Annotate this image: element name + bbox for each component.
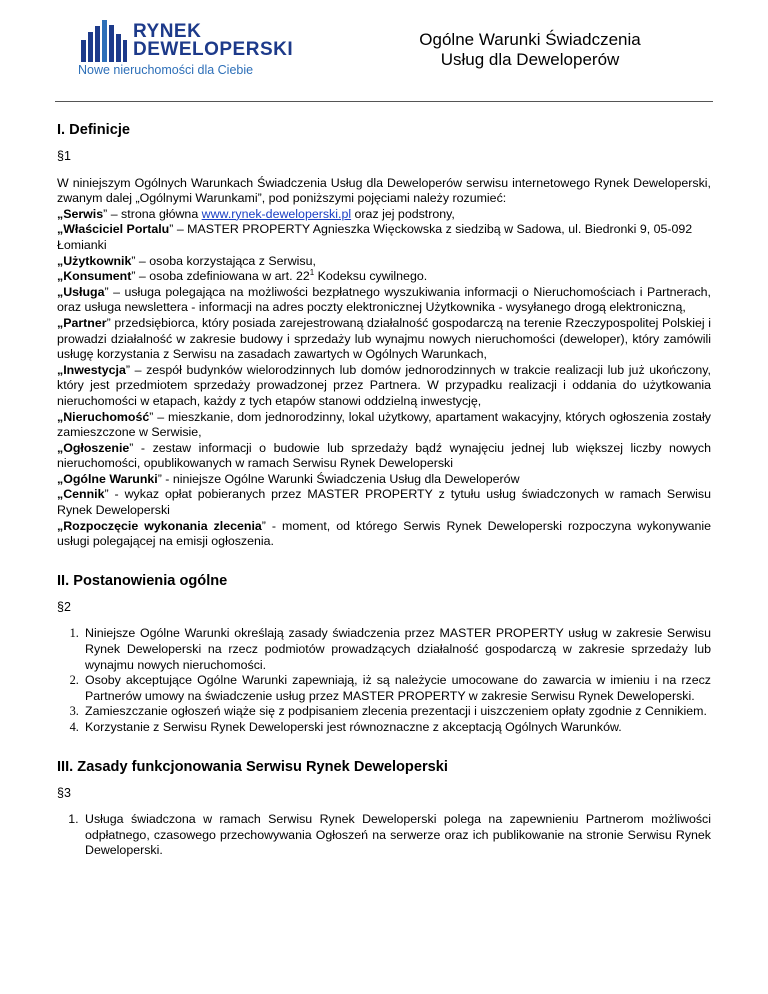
list-item: 2. Osoby akceptujące Ogólne Warunki zapewniają, iż są należycie umocowane do zawarcia w imieniu i na rzecz Partnerów umowy na świadczenie usług przez MASTER PROPERTY w zakresie Serwisu Rynek Deweloperski. (82, 673, 711, 704)
paragraph-number: §1 (57, 149, 71, 163)
definition-item: „Ogólne Warunki” - niniejsze Ogólne Warunki Świadczenia Usług dla Deweloperów (57, 471, 520, 486)
list-item: 4. Korzystanie z Serwisu Rynek Deweloperski jest równoznaczne z akceptacją Ogólnych Warunków. (82, 720, 711, 736)
definition-item: „Rozpoczęcie wykonania zlecenia” - moment, od którego Serwis Rynek Deweloperski rozpoczyna wykonywanie usługi polegającej na emisji ogłoszenia. (57, 518, 711, 549)
logo-tagline: Nowe nieruchomości dla Ciebie (78, 63, 254, 77)
definition-item: „Cennik” - wykaz opłat pobieranych przez MASTER PROPERTY z tytułu usług świadczonych w ramach Serwisu Rynek Deweloperski (57, 487, 711, 518)
definition-item: „Inwestycja” – zespół budynków wielorodzinnych lub domów jednorodzinnych w trakcie realizacji lub już ukończony, który jest przedmiotem sprzedaży prowadzonej przez Partnera. W przypadku realizacji i oddania do użytkowania nieruchomości w etapach, każdy z tych etapów stanowi oddzielną inwestycję, (57, 362, 711, 408)
definitions-intro: W niniejszym Ogólnych Warunkach Świadczenia Usług dla Deweloperów serwisu internetowego Rynek Deweloperski, zwanym dalej „Ogólnymi Warunkami”, pod poniższymi pojęciami należy rozumieć: (57, 175, 711, 206)
section-heading-definitions: I. Definicje (57, 122, 130, 138)
paragraph-number: §3 (57, 785, 71, 800)
definition-item: „Serwis” – strona główna www.rynek-deweloperski.pl oraz jej podstrony, (57, 206, 455, 221)
definition-item: „Ogłoszenie” - zestaw informacji o budowie lub sprzedaży bądź wynajęciu jednej lub większej liczby nowych nieruchomości, opublikowanych w ramach Serwisu Rynek Deweloperski (57, 440, 711, 471)
website-link[interactable]: www.rynek-deweloperski.pl (201, 206, 352, 221)
service-rules-list (57, 812, 711, 859)
header-divider (55, 101, 713, 102)
logo-line1: RYNEK (133, 21, 202, 42)
general-provisions-list (57, 626, 711, 735)
building-bars-icon (78, 20, 130, 62)
logo-line2: DEWELOPERSKI (133, 39, 294, 60)
list-item: 1. Usługa świadczona w ramach Serwisu Rynek Deweloperski polega na zapewnieniu Partnerom możliwości odpłatnego, czasowego przechowywania Ogłoszeń na serwerze oraz ich publikowanie na stronie Serwisu Rynek Deweloperski. (82, 812, 711, 859)
list-item: 1. Niniejsze Ogólne Warunki określają zasady świadczenia przez MASTER PROPERTY usług w zakresie Serwisu Rynek Deweloperski na rzecz podmiotów prowadzących działalność gospodarczą w zakresie sprzedaży lub wynajmu nowych nieruchomości. (82, 626, 711, 673)
definition-item: „Nieruchomość” – mieszkanie, dom jednorodzinny, lokal użytkowy, apartament wakacyjny, których ogłoszenia zostały zamieszczone w Serwisie, (57, 409, 711, 440)
section-heading-general: II. Postanowienia ogólne (57, 572, 228, 589)
title-line2: Usług dla Deweloperów (440, 50, 620, 69)
definition-item: „Usługa” – usługa polegająca na możliwości bezpłatnego wyszukiwania informacji o Nieruchomościach i Partnerach, oraz usługa newslettera - informacji na adres poczty elektronicznej Użytkownika - wysyłanego drogą elektroniczną, (57, 284, 711, 315)
title-line1: Ogólne Warunki Świadczenia (419, 30, 641, 49)
paragraph-number: §2 (57, 599, 71, 614)
definition-item: „Użytkownik” – osoba korzystająca z Serwisu, (57, 253, 316, 268)
list-item: 3. Zamieszczanie ogłoszeń wiąże się z podpisaniem zlecenia prezentacji i uiszczeniem opłaty zgodnie z Cennikiem. (82, 704, 711, 720)
definition-item: „Konsument” – osoba zdefiniowana w art. $22^1$ Kodeksu cywilnego. (57, 268, 428, 284)
definition-item: „Partner” przedsiębiorca, który posiada zarejestrowaną działalność gospodarczą na terenie Rzeczypospolitej Polskiej i prowadzi działalność w zakresie budowy i sprzedaży lub wynajmu nowych nieruchomości (deweloper), który zamówili usługę korzystania z Serwisu na zasadach zawartych w Ogólnych Warunkach, (57, 315, 711, 362)
document-title (380, 30, 680, 70)
section-heading-rules: III. Zasady funkcjonowania Serwisu Rynek Deweloperski (57, 758, 448, 775)
logo (78, 20, 308, 82)
definition-item: „Właściciel Portalu” – MASTER PROPERTY Agnieszka Więckowska z siedzibą w Sadowa, ul. Biedronki 9, 05-092 Łomianki (57, 222, 693, 252)
document-body (57, 121, 711, 859)
